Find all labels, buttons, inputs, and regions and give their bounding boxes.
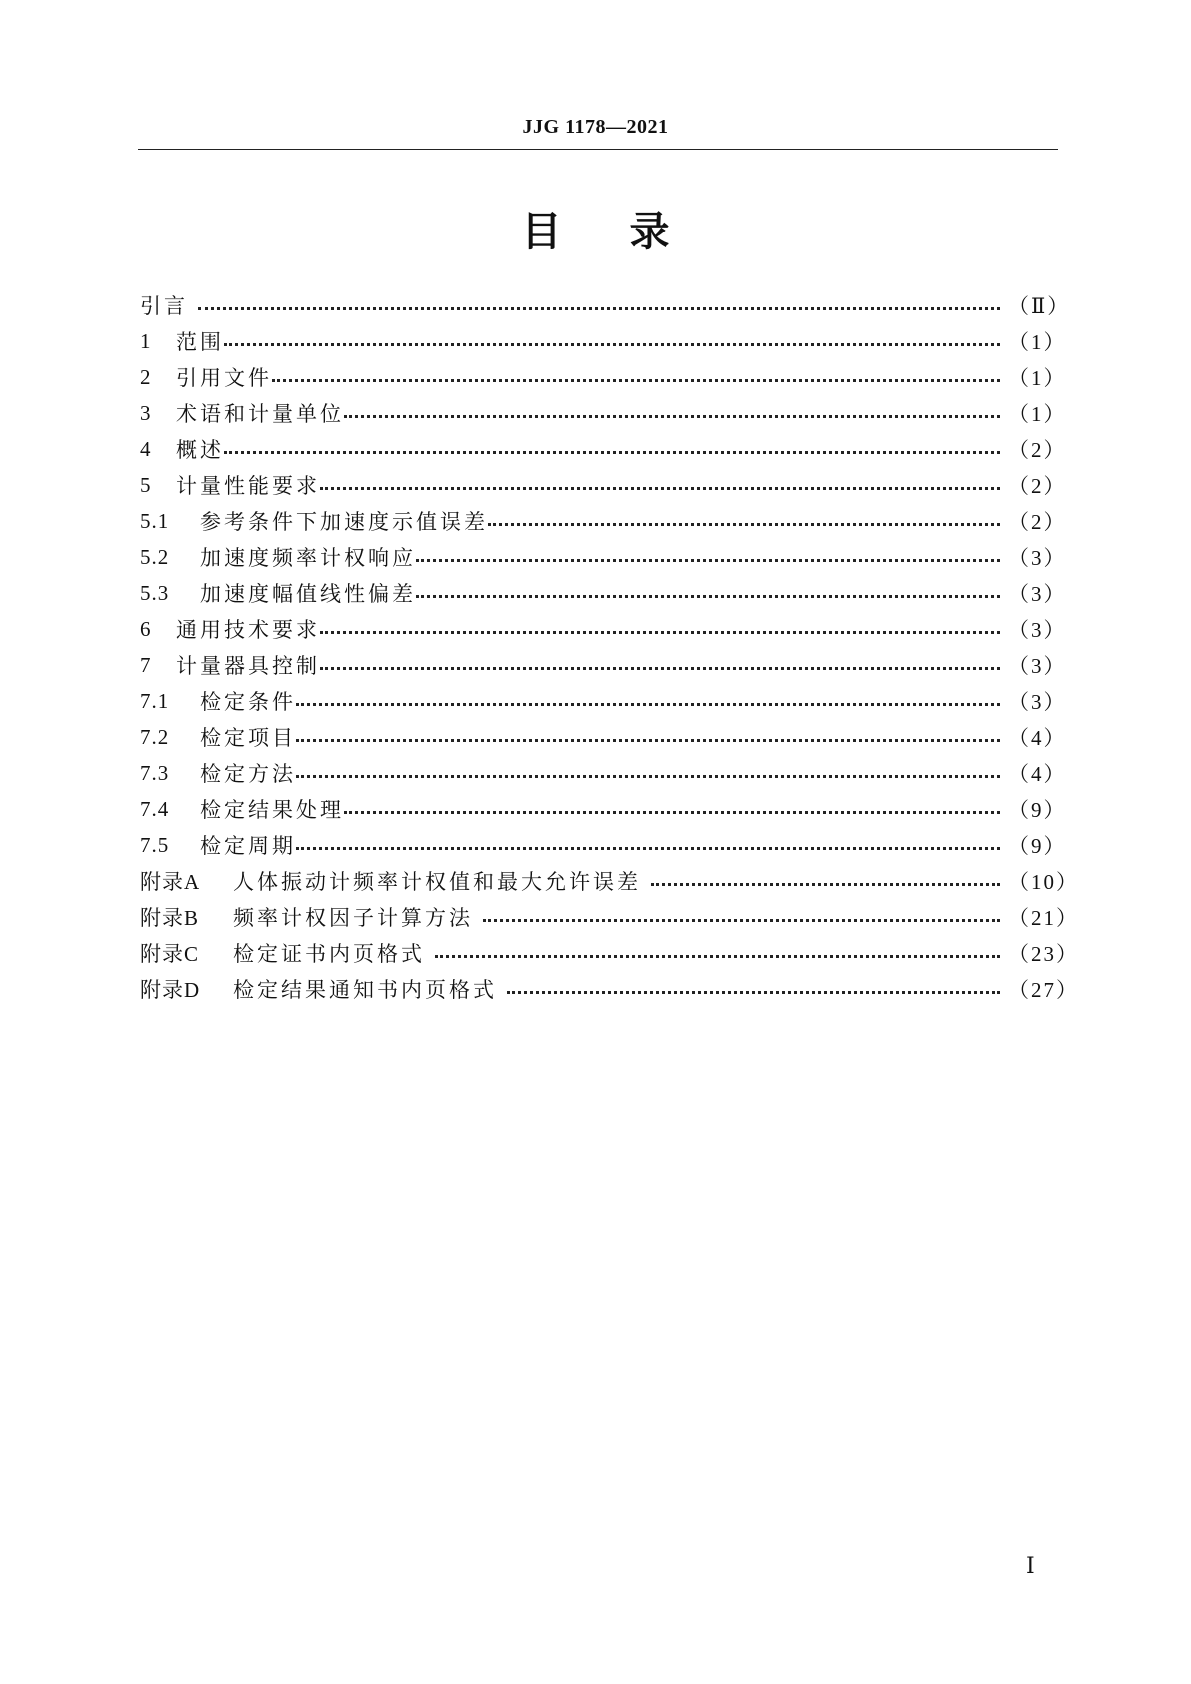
- toc-entry[interactable]: [140, 791, 1067, 827]
- toc-dot-leader: [224, 343, 1000, 346]
- toc-entry-number: 2: [140, 364, 152, 389]
- toc-entry-page: （1）: [1008, 330, 1067, 354]
- toc-entry-page: （2）: [1008, 438, 1067, 462]
- toc-entry-number: 3: [140, 400, 152, 425]
- toc-entry[interactable]: [140, 899, 1079, 935]
- toc-entry[interactable]: [140, 395, 1067, 431]
- toc-entry-page: （1）: [1008, 402, 1067, 426]
- toc-entry-label: 术语和计量单位: [176, 402, 344, 426]
- toc-entry-label: 引用文件: [176, 366, 272, 390]
- table-of-contents: [140, 287, 1079, 1007]
- toc-entry-number: 附录D: [140, 978, 201, 1002]
- toc-dot-leader: [344, 415, 1000, 418]
- toc-entry-number: 7.5: [140, 832, 170, 857]
- toc-entry[interactable]: [140, 539, 1067, 575]
- toc-entry-number: 7: [140, 652, 152, 677]
- toc-entry[interactable]: [140, 431, 1067, 467]
- toc-entry-number: 1: [140, 328, 152, 353]
- toc-dot-leader: [651, 883, 1000, 886]
- page-number: Ⅰ: [1026, 1553, 1035, 1578]
- toc-entry[interactable]: [140, 971, 1079, 1007]
- toc-entry-label: 概述: [176, 438, 224, 462]
- page-title: 目录: [521, 209, 738, 255]
- toc-entry-label: 范围: [176, 330, 224, 354]
- toc-dot-leader: [488, 523, 1000, 526]
- toc-dot-leader: [435, 955, 1000, 958]
- toc-entry-label: 检定结果处理: [200, 798, 344, 822]
- toc-entry-label: 检定条件: [200, 690, 296, 714]
- toc-entry-label: 引言: [140, 294, 188, 318]
- toc-entry-label: 检定项目: [200, 726, 296, 750]
- toc-dot-leader: [507, 991, 1000, 994]
- toc-dot-leader: [320, 487, 1000, 490]
- toc-entry-number: 7.2: [140, 724, 170, 749]
- toc-entry-label: 检定周期: [200, 834, 296, 858]
- toc-dot-leader: [483, 919, 1000, 922]
- header-divider: [138, 149, 1058, 150]
- toc-dot-leader: [296, 775, 1000, 778]
- toc-entry-page: （9）: [1008, 834, 1067, 858]
- toc-dot-leader: [344, 811, 1000, 814]
- toc-dot-leader: [320, 667, 1000, 670]
- toc-entry[interactable]: [140, 683, 1067, 719]
- toc-entry-page: （3）: [1008, 654, 1067, 678]
- toc-dot-leader: [320, 631, 1000, 634]
- toc-dot-leader: [296, 847, 1000, 850]
- toc-dot-leader: [296, 739, 1000, 742]
- toc-dot-leader: [224, 451, 1000, 454]
- toc-entry-page: （2）: [1008, 474, 1067, 498]
- toc-entry-number: 5.2: [140, 544, 170, 569]
- toc-entry[interactable]: [140, 935, 1079, 971]
- toc-entry-number: 6: [140, 616, 152, 641]
- toc-entry-page: （3）: [1008, 582, 1067, 606]
- standard-code: JJG 1178—2021: [522, 116, 669, 138]
- toc-entry-label: 通用技术要求: [176, 618, 320, 642]
- toc-entry-number: 附录A: [140, 870, 201, 894]
- toc-entry[interactable]: [140, 647, 1067, 683]
- toc-entry-label: 计量性能要求: [176, 474, 320, 498]
- toc-entry-number: 7.1: [140, 688, 170, 713]
- toc-entry-page: （1）: [1008, 366, 1067, 390]
- toc-entry-label: 检定证书内页格式: [233, 942, 425, 966]
- toc-entry-number: 5.1: [140, 508, 170, 533]
- toc-entry[interactable]: [140, 827, 1067, 863]
- toc-entry-page: （2）: [1008, 510, 1067, 534]
- toc-entry-label: 频率计权因子计算方法: [233, 906, 473, 930]
- toc-dot-leader: [272, 379, 1000, 382]
- toc-entry-label: 检定结果通知书内页格式: [233, 978, 497, 1002]
- toc-entry-label: 计量器具控制: [176, 654, 320, 678]
- toc-entry[interactable]: [140, 323, 1067, 359]
- toc-entry-number: 5.3: [140, 580, 170, 605]
- toc-entry[interactable]: [140, 719, 1067, 755]
- toc-entry-page: （21）: [1008, 906, 1079, 930]
- toc-entry-label: 加速度频率计权响应: [200, 546, 416, 570]
- toc-entry-label: 加速度幅值线性偏差: [200, 582, 416, 606]
- toc-dot-leader: [296, 703, 1000, 706]
- toc-entry[interactable]: [140, 287, 1071, 323]
- toc-entry[interactable]: [140, 755, 1067, 791]
- toc-entry-page: （10）: [1008, 870, 1079, 894]
- toc-entry-page: （3）: [1008, 546, 1067, 570]
- toc-entry-page: （3）: [1008, 618, 1067, 642]
- toc-dot-leader: [416, 559, 1000, 562]
- toc-entry-page: （27）: [1008, 978, 1079, 1002]
- toc-entry[interactable]: [140, 467, 1067, 503]
- toc-dot-leader: [198, 307, 1000, 310]
- toc-entry-page: （Ⅱ）: [1008, 294, 1071, 318]
- toc-entry-label: 检定方法: [200, 762, 296, 786]
- toc-entry-label: 参考条件下加速度示值误差: [200, 510, 488, 534]
- toc-entry-label: 人体振动计频率计权值和最大允许误差: [233, 870, 641, 894]
- toc-dot-leader: [416, 595, 1000, 598]
- toc-entry-page: （3）: [1008, 690, 1067, 714]
- toc-entry-number: 7.4: [140, 796, 170, 821]
- toc-entry-number: 4: [140, 436, 152, 461]
- toc-entry-page: （9）: [1008, 798, 1067, 822]
- toc-entry-page: （23）: [1008, 942, 1079, 966]
- toc-entry[interactable]: [140, 863, 1079, 899]
- toc-entry[interactable]: [140, 611, 1067, 647]
- toc-entry-number: 附录C: [140, 942, 200, 966]
- toc-entry-number: 7.3: [140, 760, 170, 785]
- toc-entry[interactable]: [140, 503, 1067, 539]
- toc-entry-number: 5: [140, 472, 152, 497]
- toc-entry-number: 附录B: [140, 906, 200, 930]
- toc-entry[interactable]: [140, 575, 1067, 611]
- toc-entry-page: （4）: [1008, 726, 1067, 750]
- toc-entry-page: （4）: [1008, 762, 1067, 786]
- toc-entry[interactable]: [140, 359, 1067, 395]
